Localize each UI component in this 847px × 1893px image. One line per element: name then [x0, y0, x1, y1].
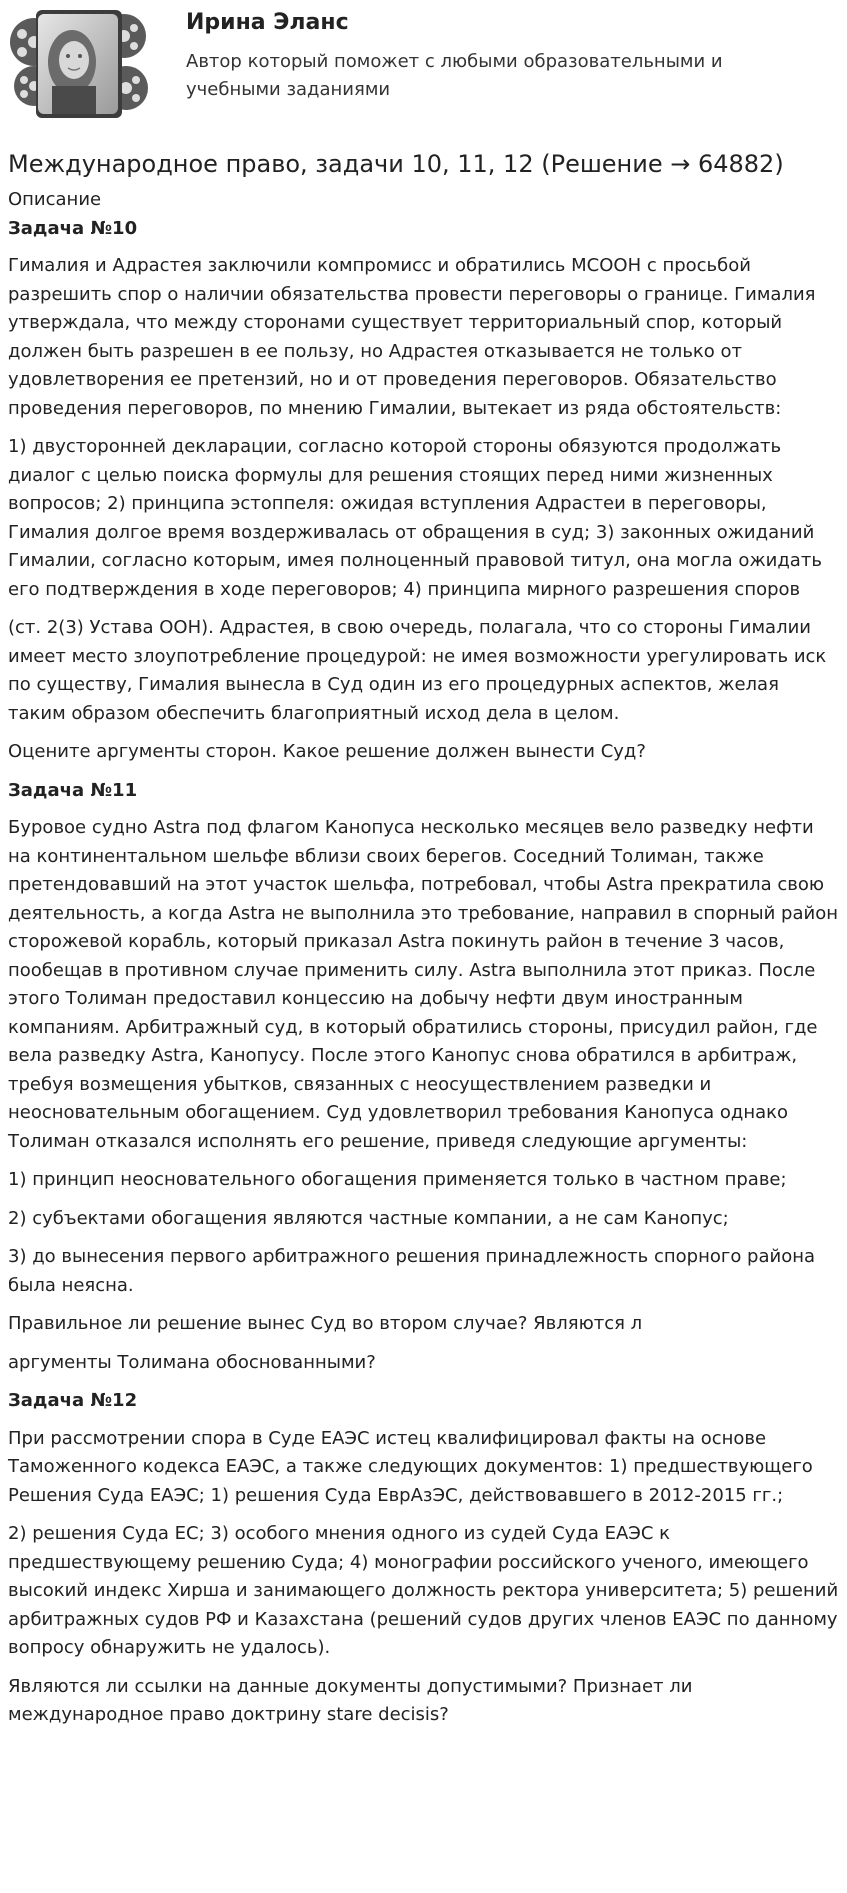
author-avatar-icon — [8, 6, 150, 122]
task-11-question: аргументы Толимана обоснованными? — [8, 1351, 376, 1373]
task-10-paragraph: 1) двусторонней декларации, согласно которой стороны обязуются продолжать диалог с целью поиска формулы для решения стоящих перед ними жизненных вопросов; 2) принципа эстоппеля: ожидая вступления Адрастеи в переговоры, Гималия долгое время воздерживалась от обращения в суд; 3) законных ожиданий Гималии, согласно которым, имея полноценный правовой титул, она могла ожидать его подтверждения в ходе переговоров; 4) принципа мирного разрешения споров — [8, 436, 822, 600]
task-12-question: Являются ли ссылки на данные документы допустимыми? Признает ли международное право доктрину stare decisis? — [8, 1675, 693, 1725]
task-10-paragraph: (ст. 2(3) Устава ООН). Адрастея, в свою очередь, полагала, что со стороны Гималии имеет место злоупотребление процедурой: не имея возможности урегулировать иск по существу, Гималия вынесла в Суд один из его процедурных аспектов, желая таким образом обеспечить благоприятный исход дела в целом. — [8, 617, 827, 724]
task-10-paragraph: Гималия и Адрастея заключили компромисс и обратились МСООН с просьбой разрешить спор о наличии обязательства провести переговоры о границе. Гималия утверждала, что между сторонами существует территориальный спор, который должен быть разрешен в ее пользу, но Адрастея отказывается не только от удовлетворения ее претензий, но и от проведения переговоров. Обязательство проведения переговоров, по мнению Гималии, вытекает из ряда обстоятельств: — [8, 255, 816, 419]
task-11-argument: 2) субъектами обогащения являются частные компании, а не сам Канопус; — [8, 1207, 729, 1229]
task-12-heading: Задача №12 — [8, 1390, 138, 1411]
task-description — [8, 186, 840, 1740]
page-title: Международное право, задачи 10, 11, 12 (Решение → 64882) — [8, 150, 784, 178]
task-12-paragraph: 2) решения Суда ЕС; 3) особого мнения одного из судей Суда ЕАЭС к предшествующему решению Суда; 4) монографии российского ученого, имеющего высокий индекс Хирша и занимающего должность ректора университета; 5) решений арбитражных судов РФ и Казахстана (решений судов других членов ЕАЭС по данному вопросу обнаружить не удалось). — [8, 1523, 839, 1658]
task-11-argument: 1) принцип неосновательного обогащения применяется только в частном праве; — [8, 1169, 787, 1190]
task-11-question: Правильное ли решение вынес Суд во втором случае? Являются л — [8, 1313, 643, 1334]
task-10-heading: Задача №10 — [8, 217, 138, 239]
task-11-heading: Задача №11 — [8, 779, 138, 801]
task-10-question: Оцените аргументы сторон. Какое решение должен вынести Суд? — [8, 741, 646, 762]
description-label: Описание — [8, 189, 102, 210]
author-name[interactable]: Ирина Эланс — [186, 10, 349, 35]
author-description: Автор который поможет с любыми образовательными и учебными заданиями — [186, 51, 723, 100]
task-11-paragraph: Буровое судно Astra под флагом Канопуса несколько месяцев вело разведку нефти на континентальном шельфе вблизи своих берегов. Соседний Толиман, также претендовавший на этот участок шельфа, потребовал, чтобы Astra прекратила свою деятельность, а когда Astra не выполнила это требование, направил в спорный район сторожевой корабль, который приказал Astra покинуть район в течение 3 часов, пообещав в противном случае применить силу. Astra выполнила этот приказ. После этого Толиман предоставил концессию на добычу нефти двум иностранным компаниям. Арбитражный суд, в который обратились стороны, присудил район, где вела разведку Astra, Канопусу. После этого Канопус снова обратился в арбитраж, требуя возмещения убытков, связанных с неосуществлением разведки и неосновательным обогащением. Суд удовлетворил требования Канопуса однако Толиман отказался исполнять его решение, приведя следующие аргументы: — [8, 817, 838, 1152]
task-11-argument: 3) до вынесения первого арбитражного решения принадлежность спорного района была неясна. — [8, 1246, 816, 1296]
task-12-paragraph: При рассмотрении спора в Суде ЕАЭС истец квалифицировал факты на основе Таможенного кодекса ЕАЭС, а также следующих документов: 1) предшествующего Решения Суда ЕАЭС; 1) решения Суда ЕврАзЭС, действовавшего в 2012-2015 гг.; — [8, 1427, 813, 1506]
author-header — [0, 0, 847, 128]
